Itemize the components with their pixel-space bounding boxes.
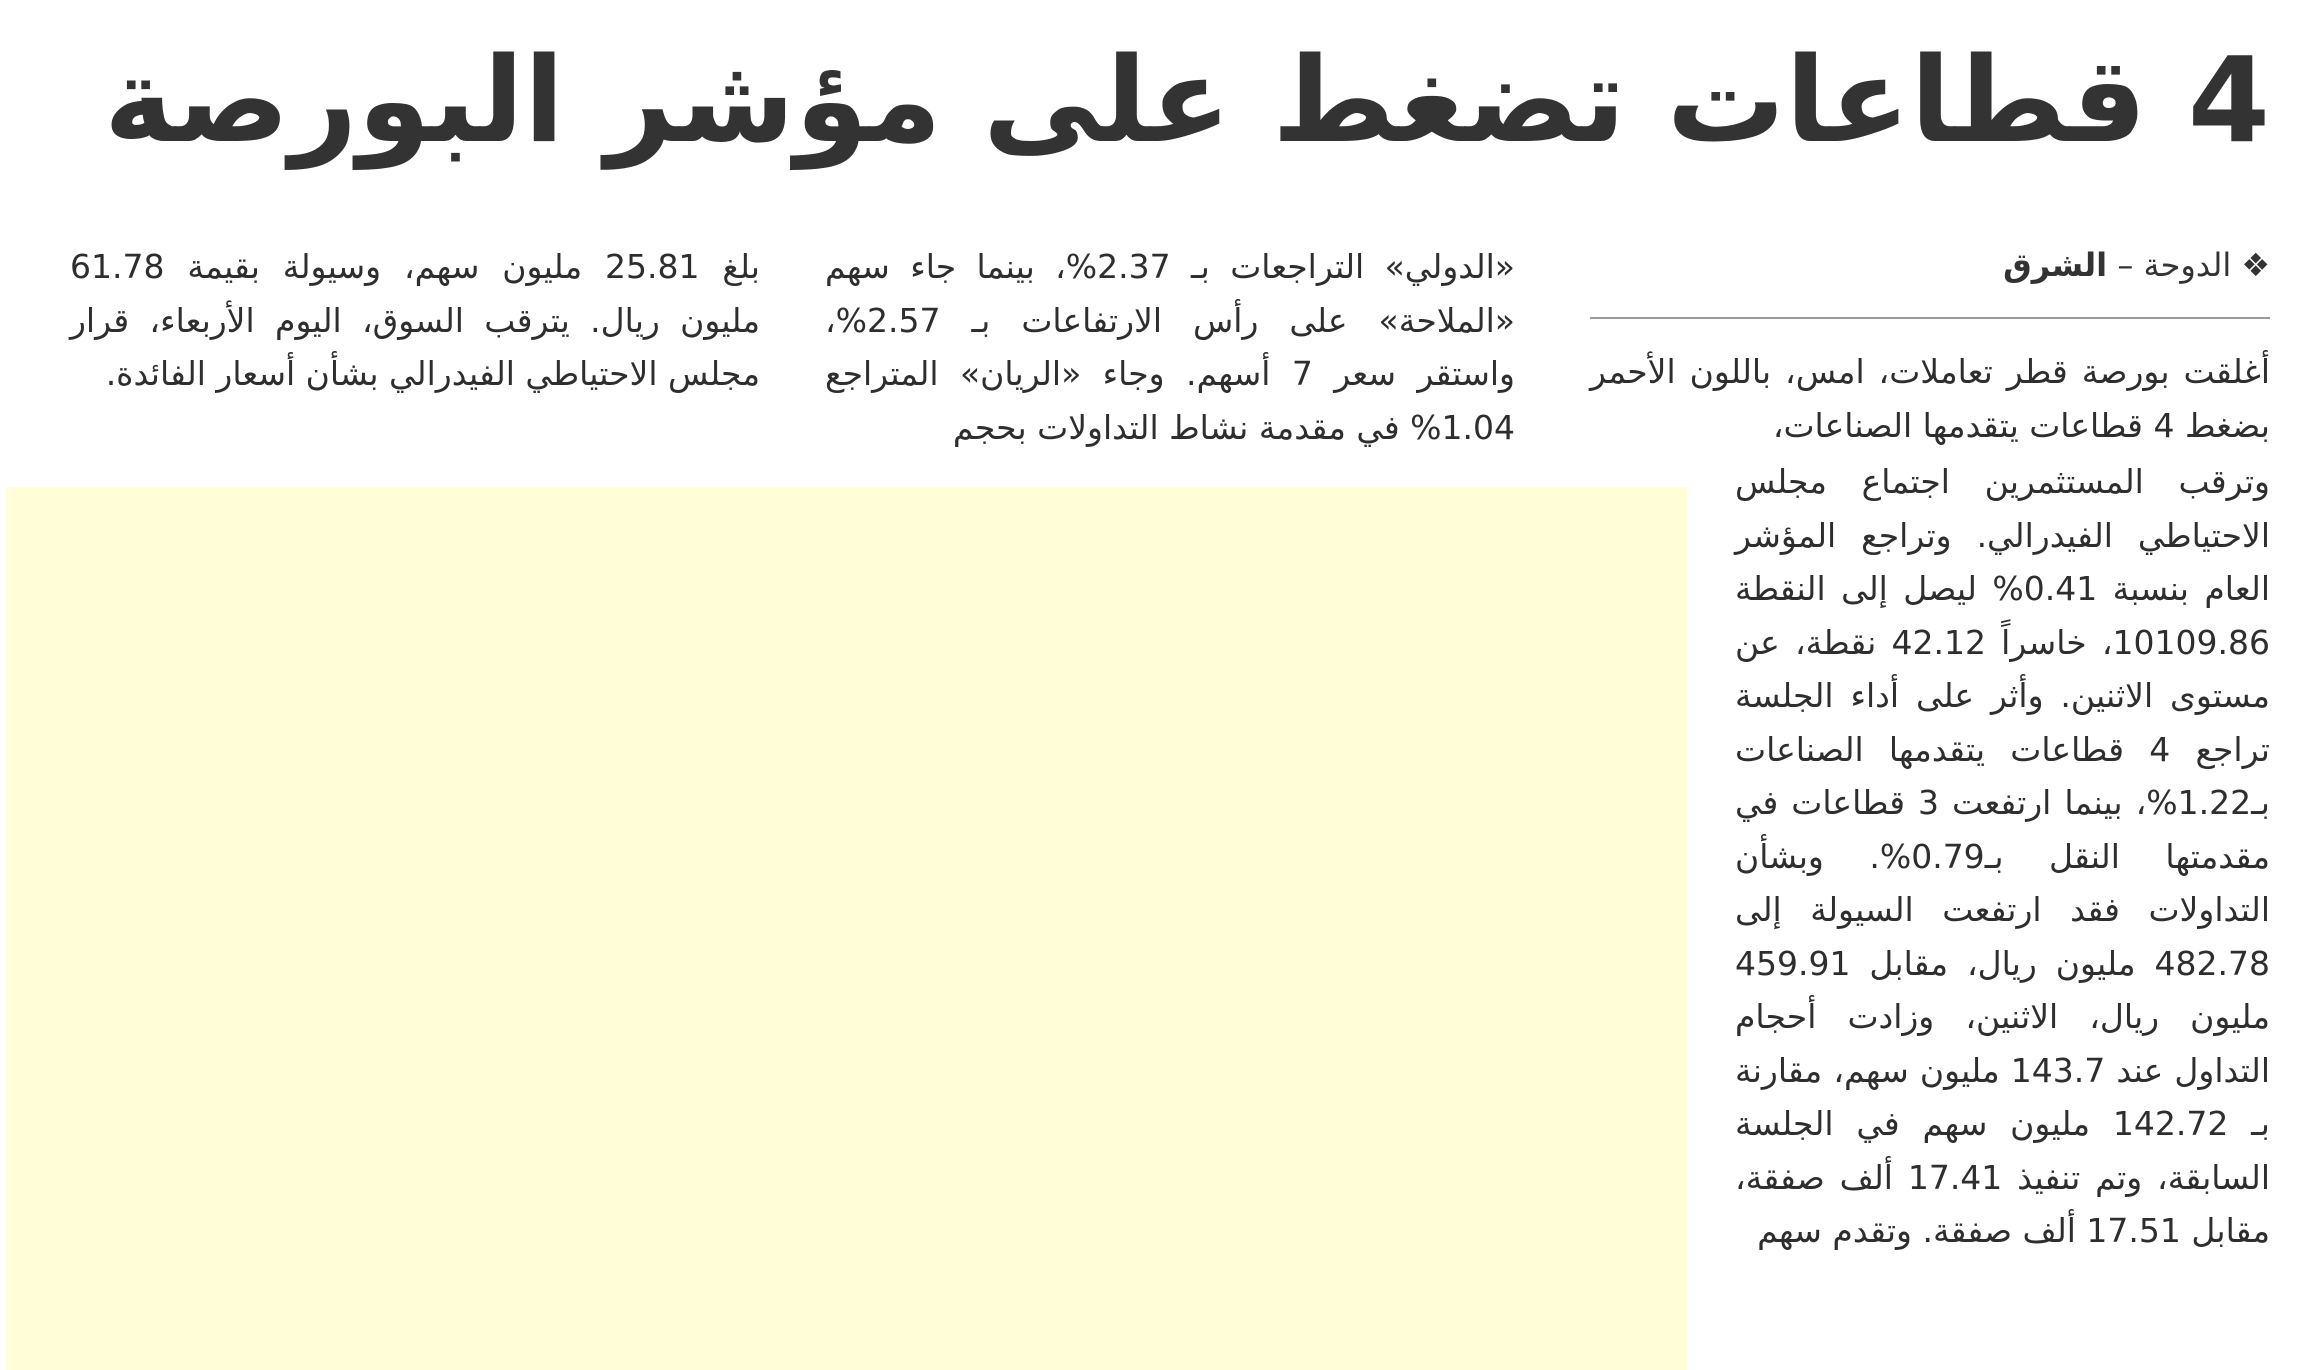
article-column-middle: «الدولي» التراجعات بـ 2.37%، بينما جاء سهم «الملاحة» على رأس الارتفاعات بـ 2.57%، واستقر سعر 7 أسهم. وجاء «الريان» المتراجع 1.04% في مقدمة نشاط التداولات بحجم bbox=[825, 247, 1515, 447]
byline-location: الدوحة – bbox=[2107, 246, 2232, 284]
article-column-right-bottom: وترقب المستثمرين اجتماع مجلس الاحتياطي الفيدرالي. وتراجع المؤشر العام بنسبة 0.41% ليصل إلى النقطة 10109.86، خاسراً 42.12 نقطة، عن مستوى الاثنين. وأثر على أداء الجلسة تراجع 4 قطاعات يتقدمها الصناعات بـ1.22%، بينما ارتفعت 3 قطاعات في مقدمتها النقل بـ0.79%. وبشأن التداولات فقد ارتفعت السيولة إلى 482.78 مليون ريال، مقابل 459.91 مليون ريال، الاثنين، وزادت أحجام التداول عند 143.7 مليون سهم، مقارنة بـ 142.72 مليون سهم في الجلسة السابقة، وتم تنفيذ 17.41 ألف صفقة، مقابل 17.51 ألف صفقة. وتقدم سهم bbox=[1735, 462, 2270, 1250]
ad-placeholder-box bbox=[5, 487, 1687, 1370]
byline-divider bbox=[1590, 317, 2270, 319]
article-byline bbox=[1700, 240, 2270, 290]
article-column-left: بلغ 25.81 مليون سهم، وسيولة بقيمة 61.78 مليون ريال. يترقب السوق، اليوم الأربعاء، قرار مجلس الاحتياطي الفيدرالي بشأن أسعار الفائدة. bbox=[70, 247, 760, 393]
article-column-right-top: أغلقت بورصة قطر تعاملات، امس، باللون الأحمر بضغط 4 قطاعات يتقدمها الصناعات، bbox=[1590, 352, 2270, 445]
article-headline: 4 قطاعات تضغط على مؤشر البورصة bbox=[103, 31, 2270, 169]
byline-source: الشرق bbox=[2003, 246, 2108, 284]
bullet-icon: ❖ bbox=[2241, 246, 2270, 284]
